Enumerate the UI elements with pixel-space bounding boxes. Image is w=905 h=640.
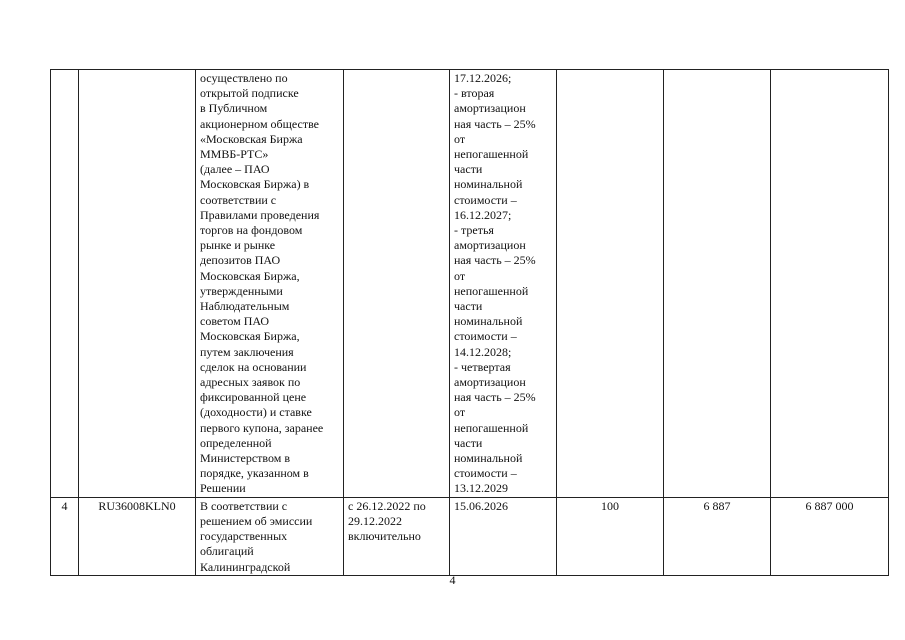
text-line: ММВБ-РТС» xyxy=(200,147,269,162)
cell-maturity-date: 15.06.2026 xyxy=(450,497,557,575)
text-line: стоимости – xyxy=(454,192,517,207)
cell-placement-terms xyxy=(196,70,344,498)
text-line: «Московская Биржа xyxy=(200,131,303,146)
text-line: 14.12.2028; xyxy=(454,344,512,359)
text-line: В соответствии с xyxy=(200,498,288,513)
text-line: стоимости – xyxy=(454,466,517,481)
text-line: амортизацион xyxy=(454,375,526,390)
text-line: адресных заявок по xyxy=(200,375,301,390)
text-line: включительно xyxy=(348,529,421,544)
cell-nominal xyxy=(557,70,664,498)
text-line: части xyxy=(454,299,483,314)
cell-placement-terms xyxy=(196,497,344,575)
text-line: акционерном обществе xyxy=(200,116,319,131)
text-line: амортизацион xyxy=(454,238,526,253)
text-line: Московская Биржа, xyxy=(200,268,300,283)
text-line: облигаций xyxy=(200,544,254,559)
text-line: (доходности) и ставке xyxy=(200,405,312,420)
cell-code: RU36008KLN0 xyxy=(79,497,196,575)
text-line: Калининградской xyxy=(200,559,291,574)
text-line: решением об эмиссии xyxy=(200,513,313,528)
text-line: стоимости – xyxy=(454,329,517,344)
text-line: первого купона, заранее xyxy=(200,420,324,435)
text-line: 17.12.2026; xyxy=(454,71,512,85)
cell-number: 4 xyxy=(51,497,79,575)
text-line: депозитов ПАО xyxy=(200,253,281,268)
cell-quantity xyxy=(664,70,771,498)
text-line: ная часть – 25% xyxy=(454,253,536,268)
text-line: от xyxy=(454,268,466,283)
text-line: в Публичном xyxy=(200,101,268,116)
text-line: Московская Биржа, xyxy=(200,329,300,344)
text-line: утвержденными xyxy=(200,283,283,298)
text-line: определенной xyxy=(200,435,272,450)
table-row xyxy=(51,497,889,575)
text-line: амортизацион xyxy=(454,101,526,116)
text-line: от xyxy=(454,131,466,146)
text-line: части xyxy=(454,162,483,177)
text-line: (далее – ПАО xyxy=(200,162,270,177)
text-line: сделок на основании xyxy=(200,359,307,374)
text-line: Решении xyxy=(200,481,246,496)
table-row-continuation xyxy=(51,70,889,498)
text-line: порядке, указанном в xyxy=(200,466,309,481)
cell-nominal: 100 xyxy=(557,497,664,575)
page-number: 4 xyxy=(449,573,456,587)
text-line: ная часть – 25% xyxy=(454,116,536,131)
text-line: - вторая xyxy=(454,86,495,101)
text-line: государственных xyxy=(200,529,288,544)
text-line: номинальной xyxy=(454,314,523,329)
cell-placement-period xyxy=(344,70,450,498)
text-line: части xyxy=(454,435,483,450)
text-line: - четвертая xyxy=(454,359,511,374)
text-line: Московская Биржа) в xyxy=(200,177,310,192)
text-line: Правилами проведения xyxy=(200,207,320,222)
text-line: 13.12.2029 xyxy=(454,481,508,496)
text-line: непогашенной xyxy=(454,283,529,298)
text-line: с 26.12.2022 по xyxy=(348,498,426,513)
text-line: - третья xyxy=(454,223,494,238)
text-line: открытой подписке xyxy=(200,86,299,101)
text-line: 29.12.2022 xyxy=(348,513,402,528)
cell-volume: 6 887 000 xyxy=(771,497,889,575)
cell-number xyxy=(51,70,79,498)
text-line: непогашенной xyxy=(454,420,529,435)
cell-maturity-schedule xyxy=(450,70,557,498)
text-line: соответствии с xyxy=(200,192,277,207)
text-line: ная часть – 25% xyxy=(454,390,536,405)
text-line: 16.12.2027; xyxy=(454,207,512,222)
cell-quantity: 6 887 xyxy=(664,497,771,575)
text-line: Наблюдательным xyxy=(200,299,290,314)
text-line: Министерством в xyxy=(200,451,291,466)
cell-code xyxy=(79,70,196,498)
text-line: осуществлено по xyxy=(200,71,288,85)
text-line: от xyxy=(454,405,466,420)
cell-volume xyxy=(771,70,889,498)
text-line: путем заключения xyxy=(200,344,294,359)
text-line: номинальной xyxy=(454,177,523,192)
text-line: непогашенной xyxy=(454,147,529,162)
text-line: советом ПАО xyxy=(200,314,270,329)
text-line: фиксированной цене xyxy=(200,390,307,405)
text-line: торгов на фондовом xyxy=(200,223,303,238)
cell-placement-period xyxy=(344,497,450,575)
text-line: номинальной xyxy=(454,451,523,466)
text-line: рынке и рынке xyxy=(200,238,276,253)
securities-table xyxy=(50,69,889,576)
